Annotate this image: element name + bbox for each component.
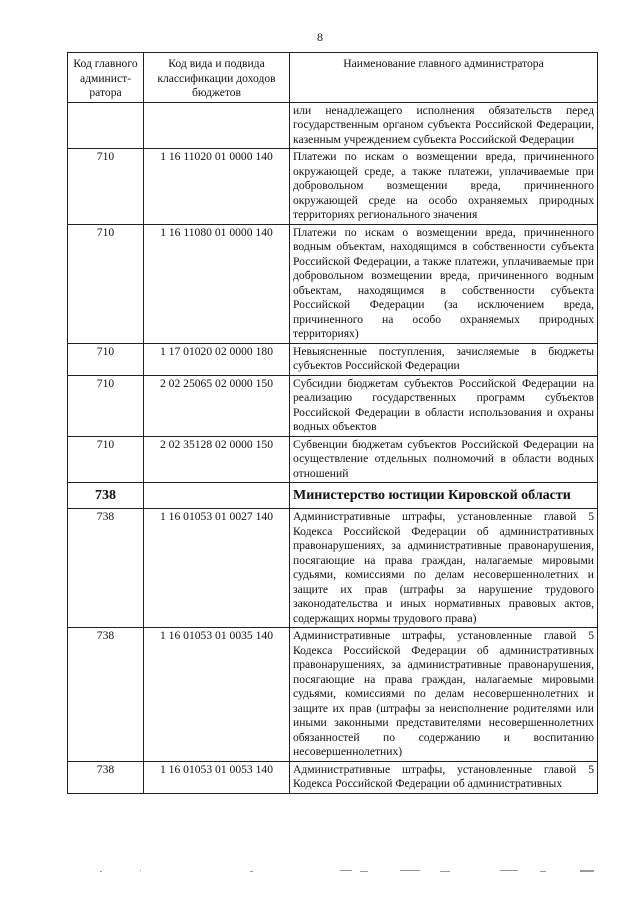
header-income-code: Код вида и подвида классификации доходов бюджетов [144, 53, 290, 103]
income-code-cell: 1 16 11080 01 0000 140 [144, 224, 290, 343]
header-admin-code: Код главного админист-ратора [68, 53, 144, 103]
scan-noise [100, 868, 600, 874]
admin-name-cell: Невыясненные поступления, зачисляемые в бюджеты субъектов Российской Федерации [290, 343, 598, 375]
admin-name-cell: Административные штрафы, установленные главой 5 Кодекса Российской Федерации об административных правонарушениях, за административные правонарушения, посягающие на права граждан, налагаемые мировыми судьями, комиссиями по делам несовершеннолетних и защите их прав (штрафы за неисполнение родителями или иными законными представителями несовершеннолетних обязанностей по содержанию и воспитанию несовершеннолетних) [290, 628, 598, 762]
table-row [68, 375, 598, 436]
table-header-row [68, 53, 598, 103]
income-code-cell: 1 16 01053 01 0035 140 [144, 628, 290, 762]
page-number: 8 [317, 30, 323, 44]
table-row [68, 509, 598, 628]
admin-code-cell: 710 [68, 436, 144, 483]
section-row [68, 483, 598, 509]
admin-name-cell: Платежи по искам о возмещении вреда, причиненного водным объектам, находящимся в собственности субъекта Российской Федерации, а также платежи, уплачиваемые при добровольном возмещении вреда, причиненного водным объектам, находящимся в собственности субъекта Российской Федерации (за исключением вреда, причиненного на особо охраняемых природных территориях) [290, 224, 598, 343]
admin-name-cell: Платежи по искам о возмещении вреда, причиненного окружающей среде, а также платежи, уплачиваемые при добровольном возмещении вреда, причиненного окружающей среде на особо охраняемых природных территориях регионального значения [290, 149, 598, 225]
income-code-cell: 1 16 01053 01 0027 140 [144, 509, 290, 628]
income-administrators-table [67, 52, 598, 794]
admin-code-cell: 738 [68, 761, 144, 793]
table-row [68, 761, 598, 793]
income-code-cell: 1 17 01020 02 0000 180 [144, 343, 290, 375]
header-admin-name: Наименование главного администратора [290, 53, 598, 103]
table-row [68, 628, 598, 762]
admin-code-cell: 738 [68, 483, 144, 509]
admin-name-cell: Административные штрафы, установленные главой 5 Кодекса Российской Федерации об административных правонарушениях, за административные правонарушения, посягающие на права граждан, налагаемые мировыми судьями, комиссиями по делам несовершеннолетних и защите их прав (штрафы за нарушение трудового законодательства и иных нормативных правовых актов, содержащих нормы трудового права) [290, 509, 598, 628]
income-code-cell [144, 102, 290, 149]
income-code-cell: 2 02 35128 02 0000 150 [144, 436, 290, 483]
admin-name-cell: или ненадлежащего исполнения обязательств перед государственным органом субъекта Российской Федерации, казенным учреждением субъекта Российской Федерации [290, 102, 598, 149]
table-row [68, 343, 598, 375]
income-code-cell: 1 16 01053 01 0053 140 [144, 761, 290, 793]
table-row [68, 436, 598, 483]
income-code-cell: 1 16 11020 01 0000 140 [144, 149, 290, 225]
table-row [68, 224, 598, 343]
admin-code-cell: 738 [68, 628, 144, 762]
admin-code-cell: 710 [68, 224, 144, 343]
admin-name-cell: Субвенции бюджетам субъектов Российской Федерации на осуществление отдельных полномочий в области водных отношений [290, 436, 598, 483]
admin-name-cell: Административные штрафы, установленные главой 5 Кодекса Российской Федерации об административных [290, 761, 598, 793]
income-code-cell [144, 483, 290, 509]
admin-code-cell: 710 [68, 375, 144, 436]
admin-name-cell: Субсидии бюджетам субъектов Российской Федерации на реализацию государственных программ субъектов Российской Федерации в области использования и охраны водных объектов [290, 375, 598, 436]
table-body [68, 102, 598, 793]
admin-code-cell: 710 [68, 149, 144, 225]
table-row [68, 149, 598, 225]
admin-code-cell [68, 102, 144, 149]
admin-code-cell: 710 [68, 343, 144, 375]
section-title: Министерство юстиции Кировской области [290, 483, 598, 509]
admin-code-cell: 738 [68, 509, 144, 628]
income-code-cell: 2 02 25065 02 0000 150 [144, 375, 290, 436]
table-row [68, 102, 598, 149]
